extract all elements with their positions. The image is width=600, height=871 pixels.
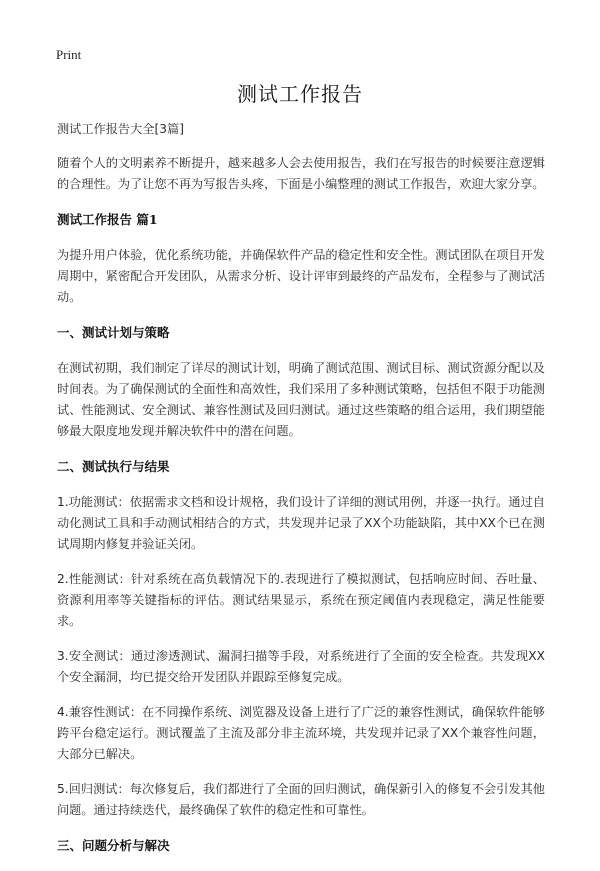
- section-heading-problem-analysis: 三、问题分析与解决: [57, 838, 170, 853]
- list-item: 5.回归测试：每次修复后，我们都进行了全面的回归测试，确保新引入的修复不会引发其他问题。通过持续迭代，最终确保了软件的稳定性和可靠性。: [57, 782, 545, 817]
- section-heading-test-execution: 二、测试执行与结果: [57, 459, 170, 474]
- page-title: 测试工作报告: [237, 82, 363, 106]
- list-item: 3.安全测试：通过渗透测试、漏洞扫描等手段，对系统进行了全面的安全检查。共发现XX个安全漏洞，均已提交给开发团队并跟踪至修复完成。: [57, 649, 545, 684]
- intro-paragraph: 随着个人的文明素养不断提升，越来越多人会去使用报告，我们在写报告的时候要注意逻辑的合理性。为了让您不再为写报告头疼，下面是小编整理的测试工作报告，欢迎大家分享。: [57, 156, 545, 191]
- article-intro-paragraph: 为提升用户体验，优化系统功能，并确保软件产品的稳定性和安全性。测试团队在项目开发周期中，紧密配合开发团队，从需求分析、设计评审到最终的产品发布，全程参与了测试活动。: [57, 248, 545, 304]
- document-subtitle: 测试工作报告大全[3篇]: [57, 122, 184, 136]
- document-body: [57, 119, 545, 871]
- section-heading-test-plan: 一、测试计划与策略: [57, 325, 170, 340]
- test-plan-paragraph: 在测试初期，我们制定了详尽的测试计划，明确了测试范围、测试目标、测试资源分配以及时间表。为了确保测试的全面性和高效性，我们采用了多种测试策略，包括但不限于功能测试、性能测试、安全测试、兼容性测试及回归测试。通过这些策略的组合运用，我们期望能够最大限度地发现并解决软件中的潜在问题。: [57, 361, 545, 438]
- list-item: 2.性能测试：针对系统在高负载情况下的.表现进行了模拟测试，包括响应时间、吞吐量、资源利用率等关键指标的评估。测试结果显示，系统在预定阈值内表现稳定，满足性能要求。: [57, 572, 545, 628]
- list-item: 4.兼容性测试：在不同操作系统、浏览器及设备上进行了广泛的兼容性测试，确保软件能够跨平台稳定运行。测试覆盖了主流及部分非主流环境，共发现并记录了XX个兼容性问题，大部分已解决。: [57, 705, 545, 761]
- print-link[interactable]: Print: [56, 47, 82, 62]
- list-item: 1.功能测试：依据需求文档和设计规格，我们设计了详细的测试用例，并逐一执行。通过自动化测试工具和手动测试相结合的方式，共发现并记录了XX个功能缺陷，其中XX个已在测试周期内修复并验证关闭。: [57, 495, 545, 551]
- article-heading: 测试工作报告 篇1: [57, 212, 158, 227]
